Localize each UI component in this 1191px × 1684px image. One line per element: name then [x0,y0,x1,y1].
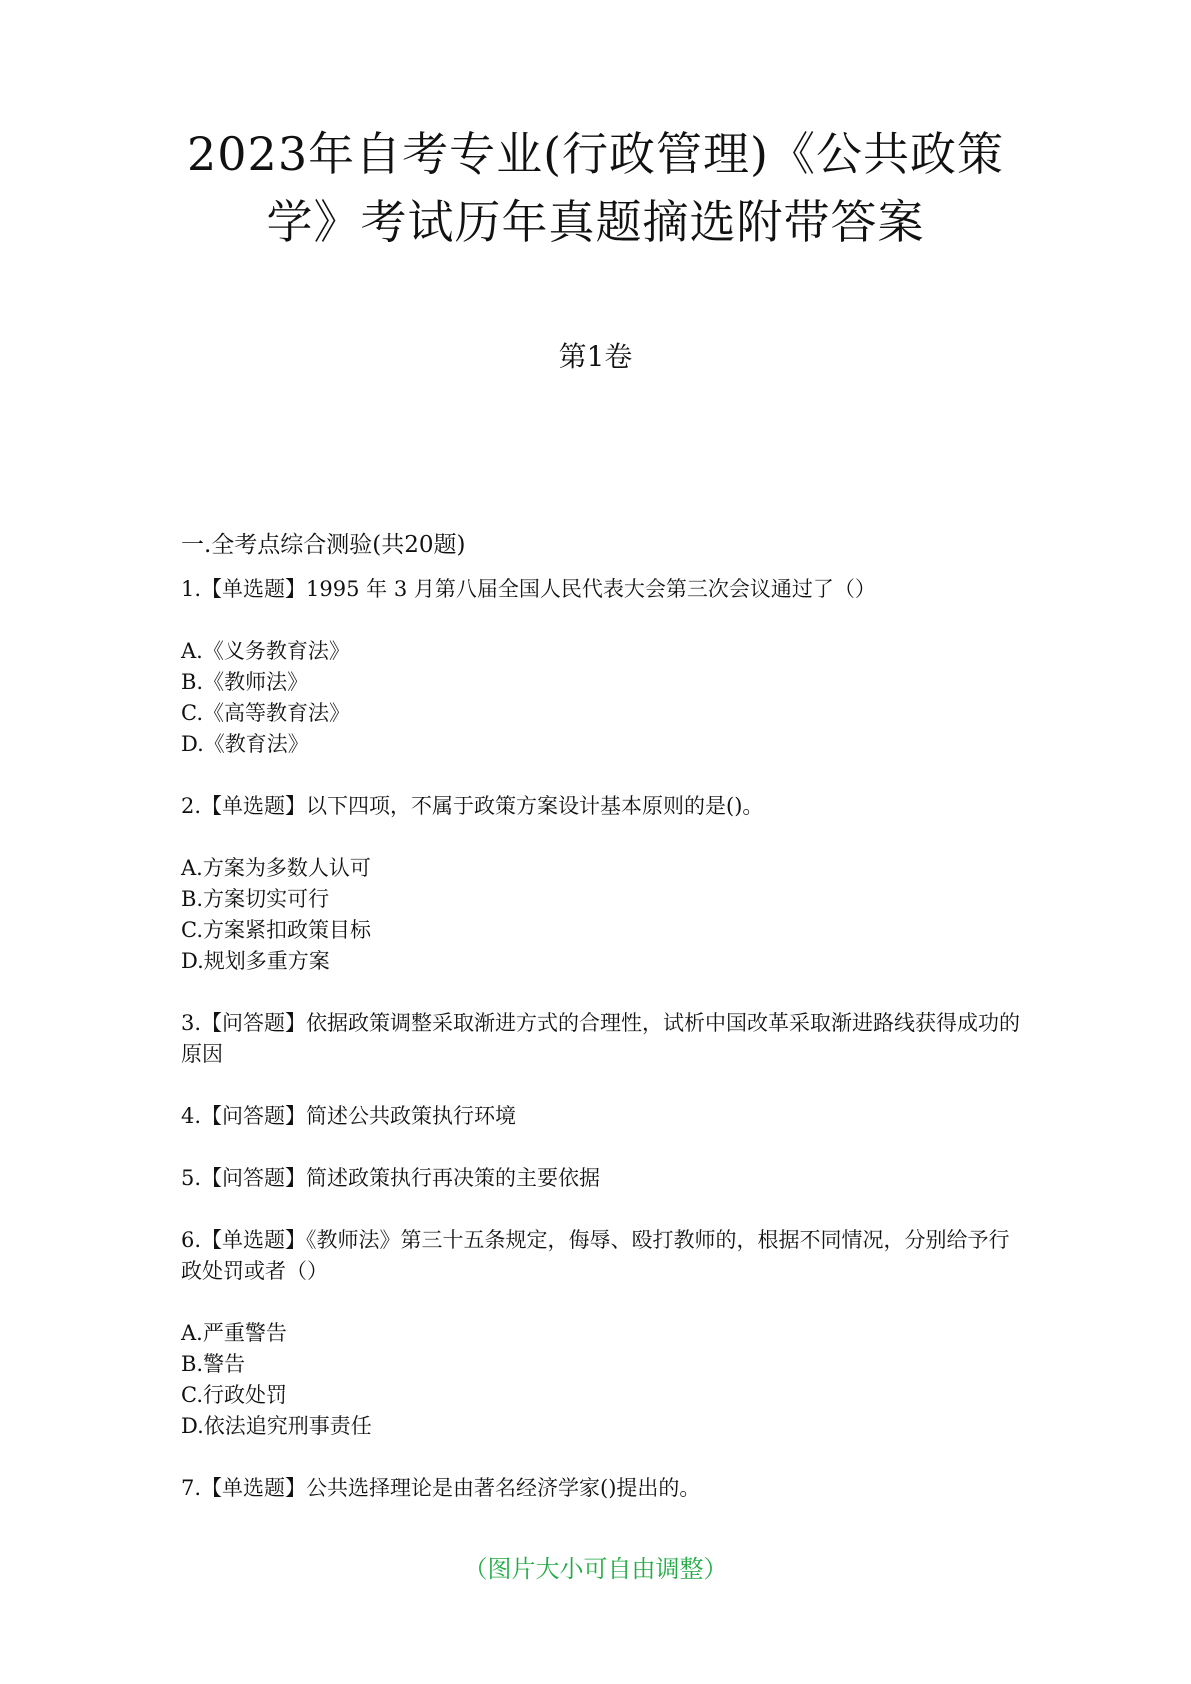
option-b: B.方案切实可行 [181,887,330,911]
question-stem: 6.【单选题】《教师法》第三十五条规定，侮辱、殴打教师的，根据不同情况，分别给予行政处罚或者（） [181,1228,1010,1283]
question-options [181,853,1021,977]
question-stem: 4.【问答题】简述公共政策执行环境 [181,1104,517,1128]
question-7 [181,1473,1021,1504]
volume-label: 第1卷 [558,340,633,373]
question-stem: 1.【单选题】1995 年 3 月第八届全国人民代表大会第三次会议通过了（） [181,577,876,601]
question-1 [181,574,1021,760]
question-6 [181,1225,1021,1442]
question-options [181,636,1021,760]
document-title [150,120,1041,256]
option-a: A.方案为多数人认可 [181,856,371,880]
question-4 [181,1101,1021,1132]
section-heading: 一.全考点综合测验(共20题) [181,532,466,558]
question-list [181,528,1021,1535]
question-options [181,1318,1021,1442]
question-5 [181,1163,1021,1194]
option-d: D.《教育法》 [181,732,309,756]
option-b: B.警告 [181,1352,246,1376]
option-c: C.行政处罚 [181,1383,287,1407]
document-title-line-1: 2023年自考专业(行政管理)《公共政策 [187,127,1004,181]
option-c: C.《高等教育法》 [181,701,350,725]
question-3 [181,1008,1021,1070]
option-a: A.严重警告 [181,1321,287,1345]
option-d: D.依法追究刑事责任 [181,1414,372,1438]
option-d: D.规划多重方案 [181,949,330,973]
question-stem: 7.【单选题】公共选择理论是由著名经济学家()提出的。 [181,1476,701,1500]
option-a: A.《义务教育法》 [181,639,350,663]
question-stem: 3.【问答题】依据政策调整采取渐进方式的合理性，试析中国改革采取渐进路线获得成功的原因 [181,1011,1021,1066]
option-c: C.方案紧扣政策目标 [181,918,371,942]
footer-note: （图片大小可自由调整） [463,1555,728,1583]
question-stem: 5.【问答题】简述政策执行再决策的主要依据 [181,1166,601,1190]
document-title-line-2: 学》考试历年真题摘选附带答案 [266,195,925,249]
option-b: B.《教师法》 [181,670,309,694]
question-stem: 2.【单选题】以下四项，不属于政策方案设计基本原则的是()。 [181,794,764,818]
question-2 [181,791,1021,977]
